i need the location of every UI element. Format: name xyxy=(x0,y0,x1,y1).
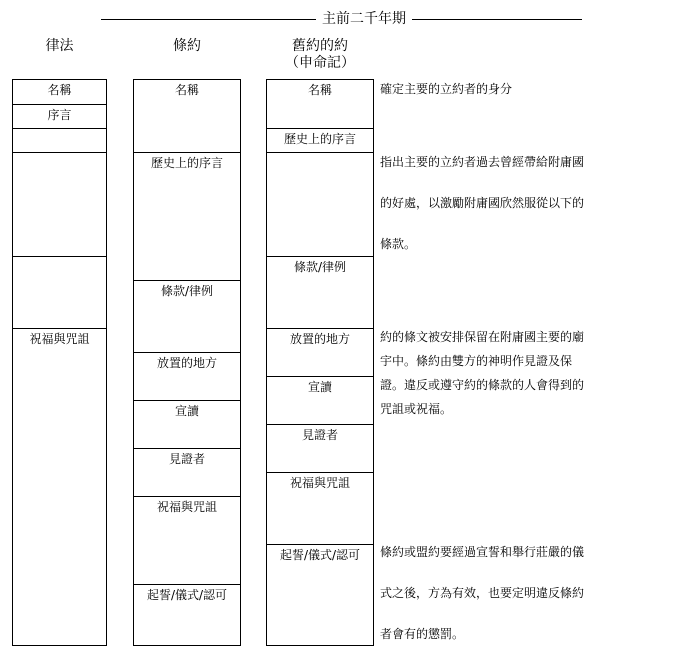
title-left-rule xyxy=(101,19,316,20)
law-cell-blank-3 xyxy=(13,256,106,328)
column-header-old-covenant-line2: （申命記） xyxy=(285,55,355,71)
law-cell-blessings-curses: 祝福與咒詛 xyxy=(13,328,106,647)
law-cell-preface: 序言 xyxy=(13,104,106,128)
deut-cell-blank xyxy=(267,152,373,256)
chart-title: 主前二千年期 xyxy=(322,11,406,27)
covenant-column xyxy=(133,79,241,646)
law-column xyxy=(12,79,107,646)
column-header-law: 律法 xyxy=(45,38,74,54)
deuteronomy-column xyxy=(266,79,374,646)
covenant-cell-name: 名稱 xyxy=(174,83,199,97)
covenant-cell-witnesses: 見證者 xyxy=(134,448,240,496)
note-historical-prologue: 指出主要的立約者過去曾經帶給附庸國的好處，以激勵附庸國欣然服從以下的條款。 xyxy=(380,155,585,251)
note-oath-ratification: 條約或盟約要經過宣誓和舉行莊嚴的儀式之後，方為有效，也要定明違反條約者會有的懲罰。 xyxy=(380,545,585,641)
covenant-cell-blessings-curses: 祝福與咒詛 xyxy=(134,496,240,584)
law-cell-name: 名稱 xyxy=(47,83,72,97)
deut-cell-deposit-place: 放置的地方 xyxy=(267,328,373,376)
note-deposit-witness: 約的條文被安排保留在附庸國主要的廟宇中。條約由雙方的神明作見證及保證。違反或遵守約的條款的人會得到的咒詛或祝福。 xyxy=(380,330,585,416)
covenant-cell-reading: 宣讀 xyxy=(134,400,240,448)
deut-cell-reading: 宣讀 xyxy=(267,376,373,424)
law-cell-blank-1 xyxy=(13,128,106,152)
deut-cell-name: 名稱 xyxy=(307,83,332,97)
column-header-old-covenant xyxy=(266,38,374,72)
deut-cell-historical-preface: 歷史上的序言 xyxy=(267,128,373,152)
covenant-cell-deposit-place: 放置的地方 xyxy=(134,352,240,400)
covenant-cell-stipulations: 條款/律例 xyxy=(134,280,240,352)
deut-cell-oath-ceremony: 起誓/儀式/認可 xyxy=(267,544,373,647)
covenant-cell-oath-ceremony: 起誓/儀式/認可 xyxy=(134,584,240,647)
deut-cell-stipulations: 條款/律例 xyxy=(267,256,373,328)
column-header-covenant: 條約 xyxy=(173,38,201,54)
title-right-rule xyxy=(412,19,582,20)
law-cell-blank-2 xyxy=(13,152,106,256)
column-header-old-covenant-line1: 舊約的約 xyxy=(292,38,348,54)
deut-cell-blessings-curses: 祝福與咒詛 xyxy=(267,472,373,544)
covenant-cell-historical-preface: 歷史上的序言 xyxy=(134,152,240,280)
note-identify-parties: 確定主要的立約者的身分 xyxy=(380,82,513,96)
chart-title-row xyxy=(0,8,683,28)
deut-cell-witnesses: 見證者 xyxy=(267,424,373,472)
